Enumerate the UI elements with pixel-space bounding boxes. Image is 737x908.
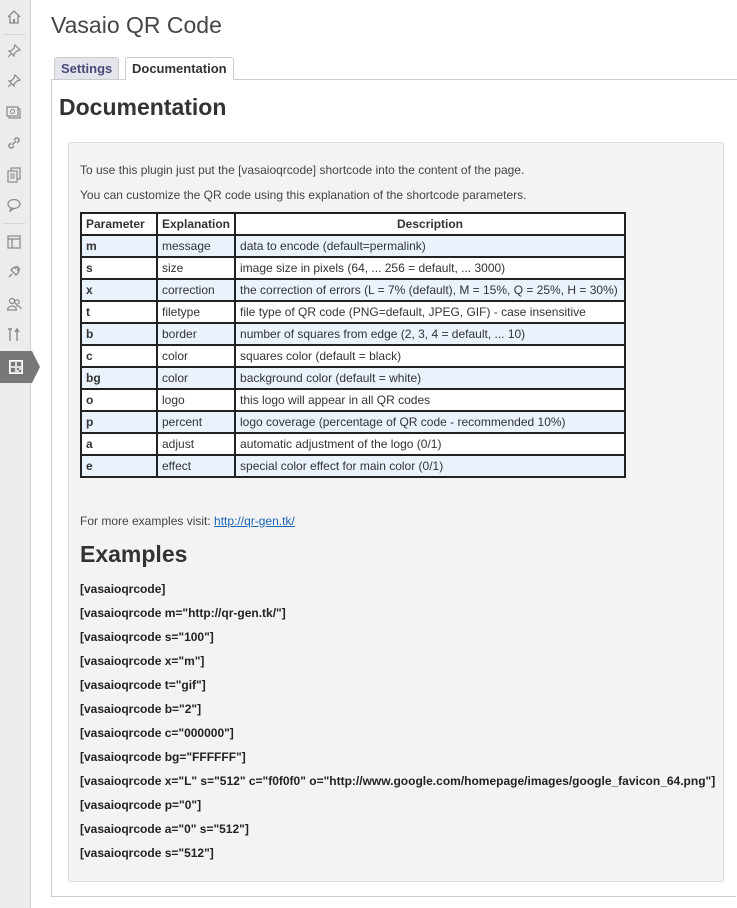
qr-code-icon[interactable] (0, 351, 32, 383)
example-shortcode: [vasaioqrcode t="gif"] (80, 678, 206, 692)
examples-list (80, 581, 715, 869)
explanation-cell: filetype (157, 301, 235, 323)
explanation-cell: adjust (157, 433, 235, 455)
parameters-table (80, 212, 626, 478)
table-row (81, 389, 625, 411)
table-row (81, 411, 625, 433)
example-shortcode: [vasaioqrcode x="m"] (80, 654, 205, 668)
intro-text-1: To use this plugin just put the [vasaioqrcode] shortcode into the content of the page. (80, 163, 525, 177)
explanation-cell: correction (157, 279, 235, 301)
example-shortcode: [vasaioqrcode p="0"] (80, 798, 202, 812)
dashboard-icon[interactable] (0, 2, 28, 32)
explanation-cell: color (157, 345, 235, 367)
example-shortcode: [vasaioqrcode m="http://qr-gen.tk/"] (80, 606, 286, 620)
table-row (81, 257, 625, 279)
documentation-heading: Documentation (59, 94, 227, 120)
tools-icon[interactable] (0, 320, 28, 350)
explanation-cell: effect (157, 455, 235, 477)
comments-icon[interactable] (0, 190, 28, 220)
example-shortcode: [vasaioqrcode bg="FFFFFF"] (80, 750, 246, 764)
explanation-cell: color (157, 367, 235, 389)
description-cell: background color (default = white) (235, 367, 625, 389)
description-cell: this logo will appear in all QR codes (235, 389, 625, 411)
example-shortcode: [vasaioqrcode a="0" s="512"] (80, 822, 249, 836)
table-row (81, 301, 625, 323)
example-shortcode: [vasaioqrcode s="100"] (80, 630, 214, 644)
page-title: Vasaio QR Code (51, 12, 222, 38)
examples-heading: Examples (80, 541, 188, 567)
more-examples-prefix: For more examples visit: (80, 514, 215, 528)
explanation-cell: percent (157, 411, 235, 433)
table-row (81, 433, 625, 455)
table-header-row (81, 213, 625, 235)
param-cell: b (81, 323, 157, 345)
users-icon[interactable] (0, 289, 28, 319)
param-cell: s (81, 257, 157, 279)
param-cell: bg (81, 367, 157, 389)
tab-settings[interactable]: Settings (54, 57, 119, 79)
table-row (81, 235, 625, 257)
param-cell: c (81, 345, 157, 367)
column-header-parameter: Parameter (81, 213, 157, 235)
param-cell: t (81, 301, 157, 323)
qr-gen-link[interactable]: http://qr-gen.tk/ (214, 514, 295, 528)
pin-icon[interactable] (0, 66, 28, 96)
description-cell: squares color (default = black) (235, 345, 625, 367)
param-cell: x (81, 279, 157, 301)
table-row (81, 323, 625, 345)
explanation-cell: border (157, 323, 235, 345)
links-icon[interactable] (0, 128, 28, 158)
tab-documentation[interactable]: Documentation (125, 57, 234, 80)
admin-sidebar (0, 0, 31, 908)
tab-bar (51, 57, 737, 80)
example-shortcode: [vasaioqrcode s="512"] (80, 846, 214, 860)
description-cell: file type of QR code (PNG=default, JPEG, GIF) - case insensitive (235, 301, 625, 323)
table-row (81, 455, 625, 477)
description-cell: logo coverage (percentage of QR code - recommended 10%) (235, 411, 625, 433)
description-cell: image size in pixels (64, ... 256 = default, ... 3000) (235, 257, 625, 279)
param-cell: a (81, 433, 157, 455)
column-header-explanation: Explanation (157, 213, 235, 235)
description-cell: automatic adjustment of the logo (0/1) (235, 433, 625, 455)
intro-text-2: You can customize the QR code using this explanation of the shortcode parameters. (80, 188, 527, 202)
param-cell: o (81, 389, 157, 411)
example-shortcode: [vasaioqrcode b="2"] (80, 702, 202, 716)
description-cell: data to encode (default=permalink) (235, 235, 625, 257)
explanation-cell: message (157, 235, 235, 257)
table-row (81, 279, 625, 301)
documentation-panel (51, 79, 736, 897)
documentation-box (68, 142, 724, 882)
more-examples-text (80, 514, 295, 528)
table-row (81, 345, 625, 367)
explanation-cell: logo (157, 389, 235, 411)
table-row (81, 367, 625, 389)
pages-icon[interactable] (0, 160, 28, 190)
column-header-description: Description (235, 213, 625, 235)
explanation-cell: size (157, 257, 235, 279)
description-cell: the correction of errors (L = 7% (default), M = 15%, Q = 25%, H = 30%) (235, 279, 625, 301)
example-shortcode: [vasaioqrcode c="000000"] (80, 726, 234, 740)
param-cell: p (81, 411, 157, 433)
posts-pin-icon[interactable] (0, 36, 28, 66)
example-shortcode: [vasaioqrcode x="L" s="512" c="f0f0f0" o="http://www.google.com/homepage/images/google_favicon_64.png"] (80, 774, 716, 788)
example-shortcode: [vasaioqrcode] (80, 582, 166, 596)
param-cell: e (81, 455, 157, 477)
param-cell: m (81, 235, 157, 257)
description-cell: number of squares from edge (2, 3, 4 = default, ... 10) (235, 323, 625, 345)
plugins-icon[interactable] (0, 257, 28, 287)
appearance-icon[interactable] (0, 227, 28, 257)
media-icon[interactable] (0, 98, 28, 128)
description-cell: special color effect for main color (0/1) (235, 455, 625, 477)
current-menu-arrow (32, 351, 40, 383)
